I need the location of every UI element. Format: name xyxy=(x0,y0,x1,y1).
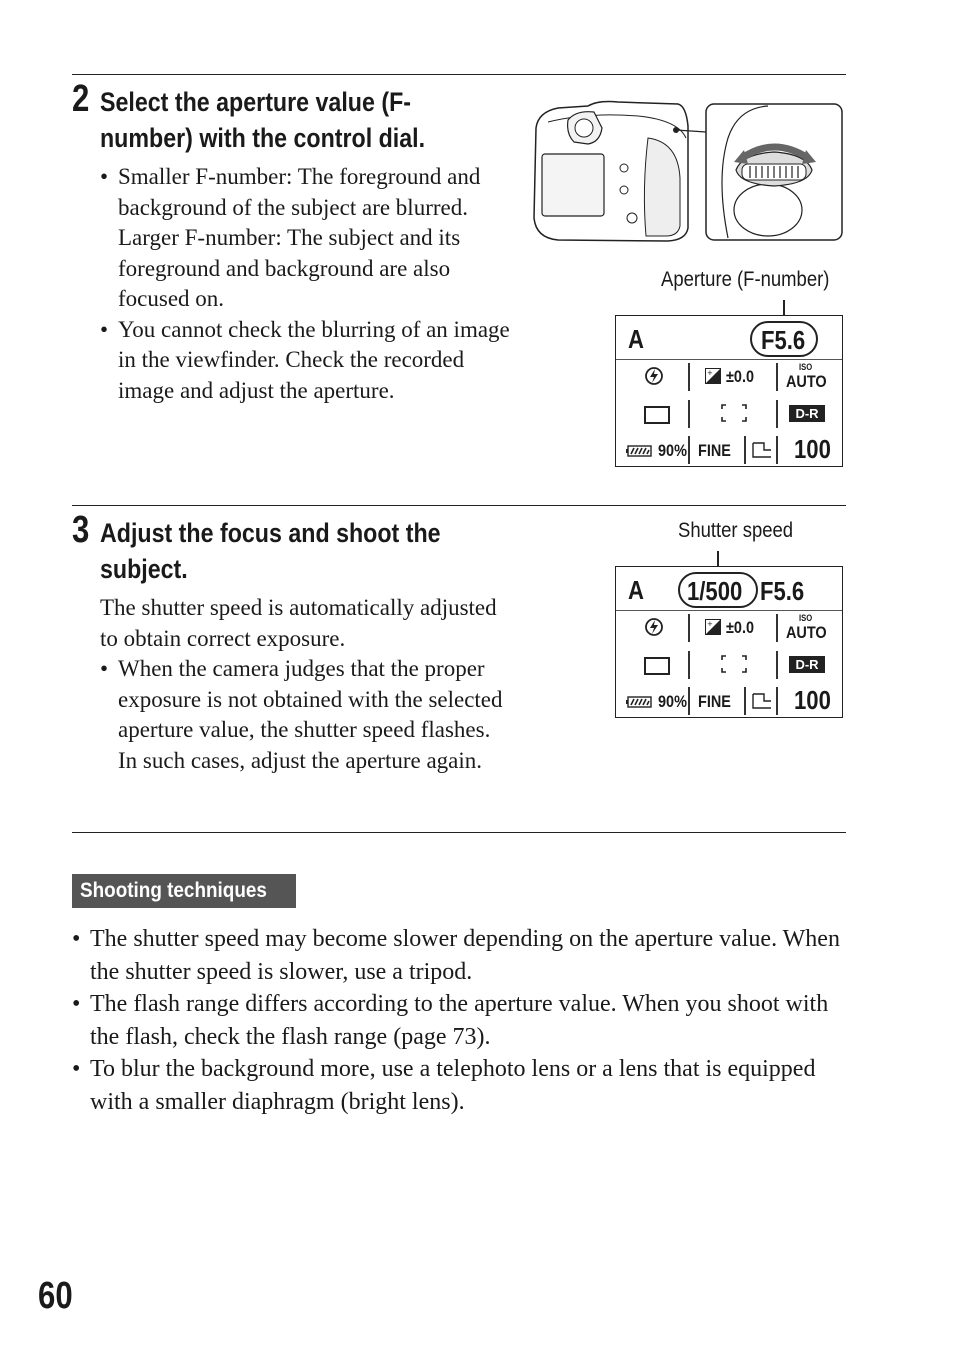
camera-control-dial-illustration xyxy=(528,98,846,244)
lcd-divider xyxy=(776,400,778,428)
remaining-shots: 100 xyxy=(794,685,831,715)
dro-indicator: D-R xyxy=(789,405,825,422)
lcd-divider xyxy=(776,651,778,679)
iso-value: AUTO xyxy=(786,623,827,642)
lcd-divider xyxy=(688,436,690,464)
image-size-icon xyxy=(752,693,772,709)
lcd-divider xyxy=(688,400,690,428)
lcd-divider xyxy=(776,363,778,391)
shooting-techniques-heading xyxy=(72,874,296,908)
bottom-rule xyxy=(72,832,846,833)
technique-item: • To blur the background more, use a telephoto lens or a lens that is equipped with a smaller diaphragm (bright lens). xyxy=(72,1053,862,1118)
image-quality: FINE xyxy=(698,441,731,460)
exposure-value: ±0.0 xyxy=(726,367,755,386)
bullet-item: • Smaller F-number: The foreground and background of the subject are blurred. Larger F-number: The subject and its foreground and background are also focused on. xyxy=(100,162,510,315)
remaining-shots: 100 xyxy=(794,434,831,464)
step3-body xyxy=(100,593,510,776)
middle-rule xyxy=(72,505,846,506)
lcd-top-row xyxy=(616,316,842,360)
image-quality: FINE xyxy=(698,692,731,711)
exposure-compensation-icon xyxy=(705,619,721,635)
technique-item: • The shutter speed may become slower depending on the aperture value. When the shutter speed is slower, use a tripod. xyxy=(72,923,862,988)
exposure-value: ±0.0 xyxy=(726,618,755,637)
step-number: 2 xyxy=(72,78,90,120)
iso-label: ISO xyxy=(799,362,813,372)
lcd-divider xyxy=(744,436,746,464)
step-number: 3 xyxy=(72,509,90,551)
battery-icon xyxy=(626,445,652,457)
lcd-display-shutter xyxy=(615,566,843,718)
lcd-divider xyxy=(776,436,778,464)
flash-mode-icon xyxy=(644,617,664,637)
lcd-divider xyxy=(688,363,690,391)
svg-text:+: + xyxy=(707,369,713,377)
step2-body xyxy=(100,162,510,406)
bullet-item: • When the camera judges that the proper exposure is not obtained with the selected aperture value, the shutter speed flashes. In such cases, adjust the aperture again. xyxy=(100,654,510,776)
techniques-list xyxy=(72,923,862,1118)
svg-text:+: + xyxy=(707,620,713,628)
shutter-speed-caption: Shutter speed xyxy=(678,519,794,542)
bullet-item: • You cannot check the blurring of an image in the viewfinder. Check the recorded image and adjust the aperture. xyxy=(100,315,510,407)
lcd-divider xyxy=(688,651,690,679)
lcd-divider xyxy=(688,614,690,642)
af-area-icon xyxy=(721,404,747,422)
lcd-top-row xyxy=(616,567,842,611)
mode-indicator: A xyxy=(628,575,644,605)
heading-label: Shooting techniques xyxy=(80,879,267,902)
step-title: Adjust the focus and shoot the subject. xyxy=(100,518,441,584)
technique-item: • The flash range differs according to the aperture value. When you shoot with the flash, check the flash range (page 73). xyxy=(72,988,862,1053)
step3-intro: The shutter speed is automatically adjusted to obtain correct exposure. xyxy=(100,595,497,651)
page-number: 60 xyxy=(38,1275,73,1317)
exposure-compensation-icon xyxy=(705,368,721,384)
mode-indicator: A xyxy=(628,324,644,354)
step-title: Select the aperture value (F-number) with the control dial. xyxy=(100,87,426,153)
flash-mode-icon xyxy=(644,366,664,386)
lcd-divider xyxy=(744,687,746,715)
af-area-icon xyxy=(721,655,747,673)
iso-label: ISO xyxy=(799,613,813,623)
lcd-display-aperture xyxy=(615,315,843,467)
battery-level: 90% xyxy=(658,692,687,711)
drive-mode-icon xyxy=(644,406,670,424)
f-number-value: F5.6 xyxy=(761,325,806,355)
lcd-divider xyxy=(688,687,690,715)
shutter-speed-value: 1/500 xyxy=(687,576,743,606)
dro-indicator: D-R xyxy=(789,656,825,673)
iso-value: AUTO xyxy=(786,372,827,391)
lcd-divider xyxy=(776,614,778,642)
f-number-value: F5.6 xyxy=(760,576,805,606)
top-rule xyxy=(72,74,846,75)
lcd-divider xyxy=(776,687,778,715)
drive-mode-icon xyxy=(644,657,670,675)
battery-level: 90% xyxy=(658,441,687,460)
battery-icon xyxy=(626,696,652,708)
aperture-caption: Aperture (F-number) xyxy=(661,268,830,291)
image-size-icon xyxy=(752,442,772,458)
